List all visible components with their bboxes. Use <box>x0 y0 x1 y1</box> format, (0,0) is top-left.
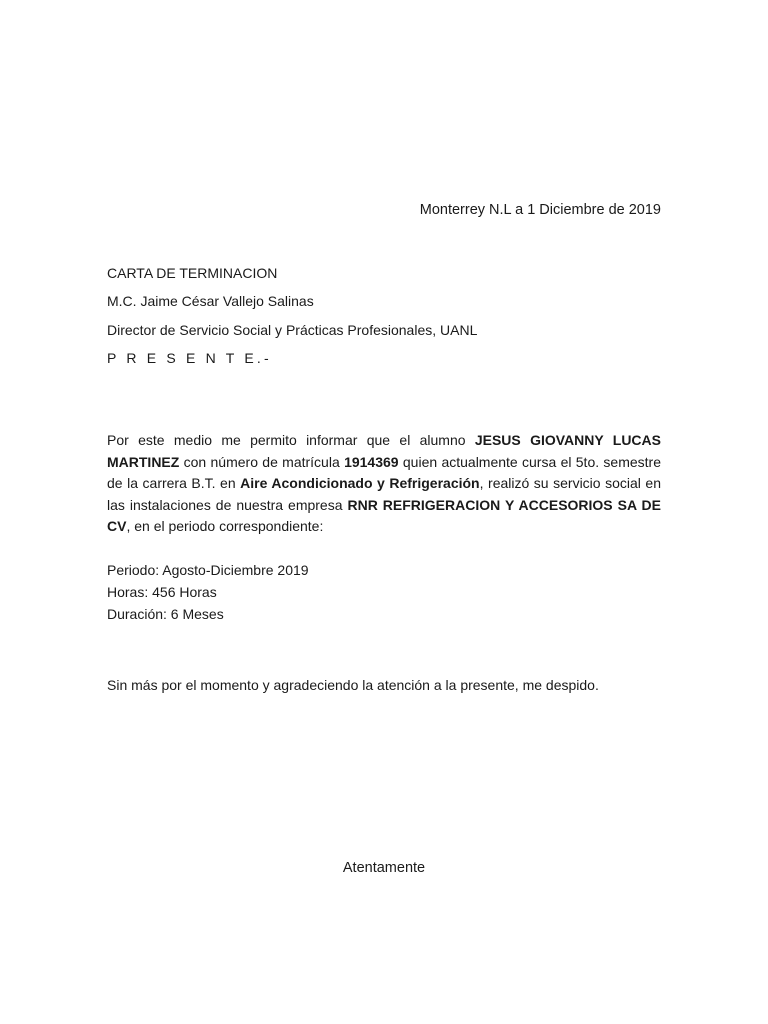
body-paragraph <box>107 430 661 538</box>
student-name: JESUS GIOVANNY LUCAS MARTINEZ <box>107 432 661 470</box>
letter-date: Monterrey N.L a 1 Diciembre de 2019 <box>419 202 661 218</box>
body-intro: Por este medio me permito informar que el alumno <box>107 432 475 448</box>
matricula-number: 1914369 <box>344 453 399 470</box>
detail-periodo: Periodo: Agosto-Diciembre 2019 <box>107 562 309 578</box>
service-details <box>107 560 309 625</box>
detail-duracion: Duración: 6 Meses <box>107 605 224 622</box>
company-name: RNR REFRIGERACION Y ACCESORIOS SA DE CV <box>107 496 661 535</box>
body-service-text: , realizó su servicio social en las instalaciones de nuestra empresa <box>107 475 661 513</box>
detail-horas: Horas: 456 Horas <box>107 583 217 600</box>
recipient-position: Director de Servicio Social y Prácticas Profesionales, UANL <box>107 322 478 338</box>
body-matricula-prefix: con número de matrícula <box>179 453 345 470</box>
body-ending: , en el periodo correspondiente: <box>126 518 324 535</box>
presente-line: P R E S E N T E.- <box>107 350 272 366</box>
body-semester-text: quien actualmente cursa el 5to. semestre de la carrera B.T. en <box>107 453 661 492</box>
regards-line: Atentamente <box>342 860 426 876</box>
career-name: Aire Acondicionado y Refrigeración <box>240 475 480 492</box>
closing-line: Sin más por el momento y agradeciendo la atención a la presente, me despido. <box>107 677 599 693</box>
recipient-name: M.C. Jaime César Vallejo Salinas <box>107 293 314 309</box>
letter-title: CARTA DE TERMINACION <box>107 265 278 281</box>
